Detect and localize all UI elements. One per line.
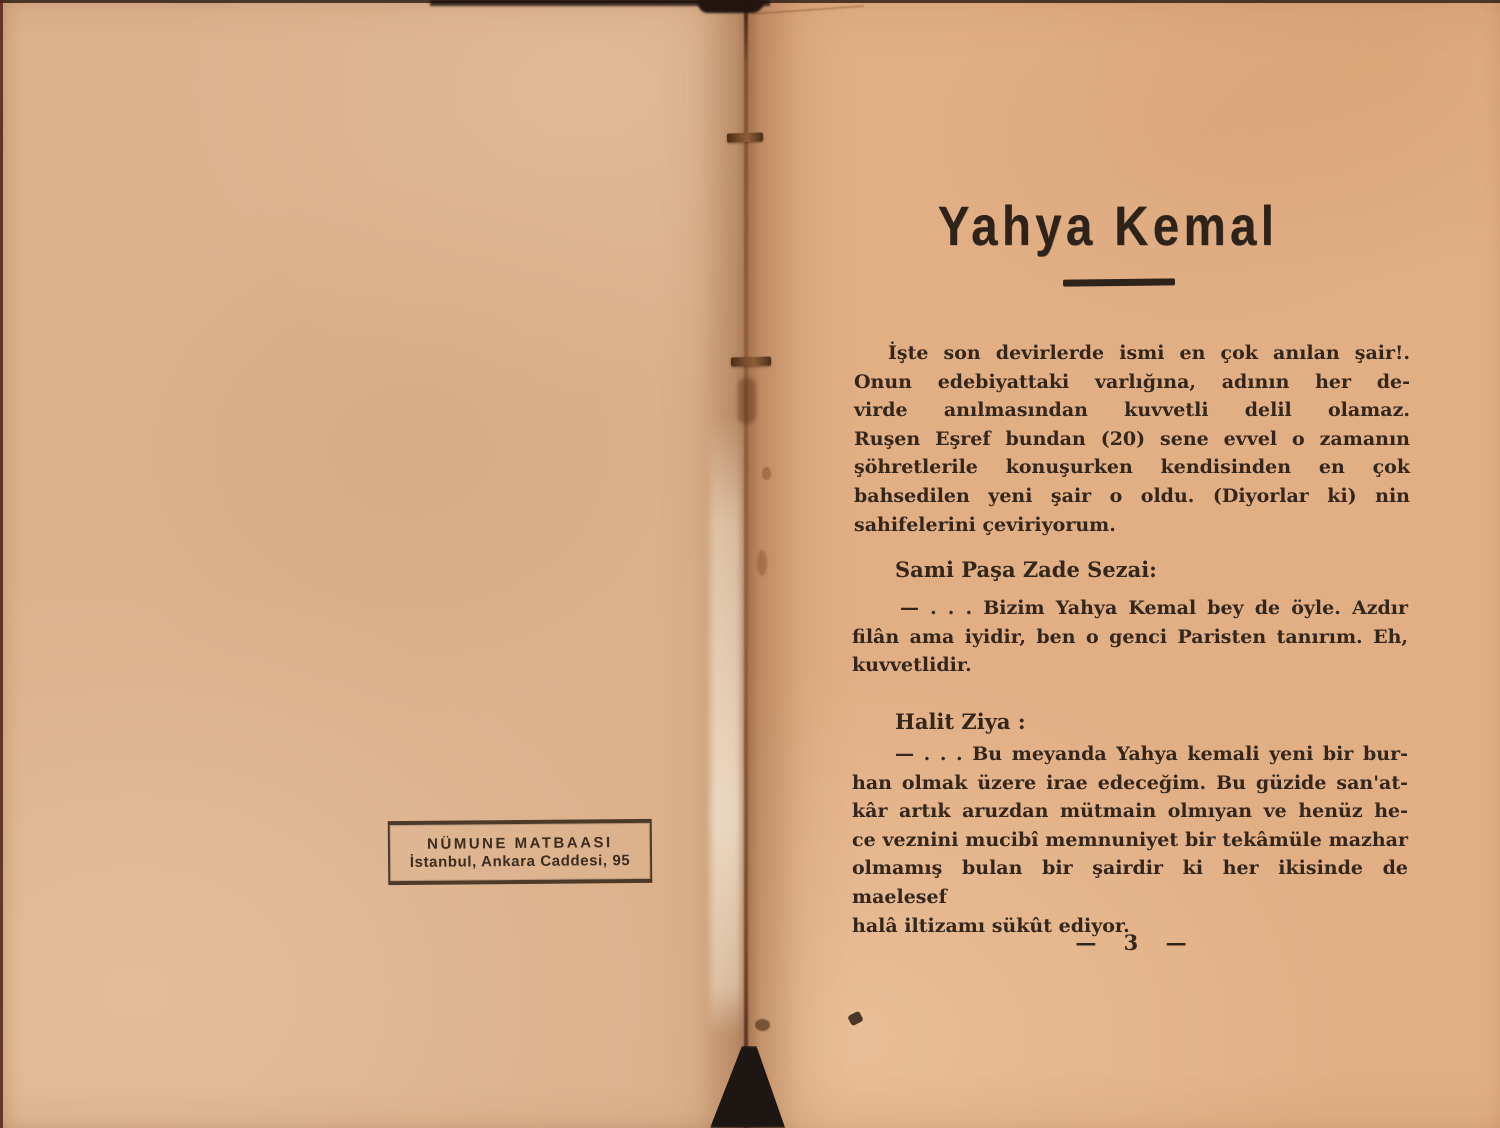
section-heading-ziya: Halit Ziya : <box>895 709 1026 734</box>
text-line: kuvvetlidir. <box>852 654 972 677</box>
text-line: han olmak üzere irae edeceğim. Bu güzide san'at- <box>852 771 1408 794</box>
text-line: Onun edebiyattaki varlığına, adının her de- <box>854 370 1410 393</box>
ink-speck <box>755 1019 770 1031</box>
text-line: İşte son devirlerde ismi en çok anılan şair!. <box>888 342 1410 364</box>
gutter-crease <box>744 0 748 1128</box>
text-line: olmamış bulan bir şairdir ki her ikisinde de maelesef <box>852 857 1408 908</box>
text-line: kâr artık aruzdan mütmain olmıyan ve henüz he- <box>852 800 1408 823</box>
text-line: halâ iltizamı sükût ediyor. <box>852 914 1130 937</box>
sezai-quote-paragraph <box>852 594 1408 680</box>
ziya-quote-paragraph <box>852 740 1408 940</box>
page-number: — 3 — <box>1075 930 1189 955</box>
binding-staple-top <box>727 132 763 142</box>
gutter-stain <box>738 378 756 424</box>
page-title: Yahya Kemal <box>937 194 1279 257</box>
gutter-worn-paper <box>710 415 742 1035</box>
title-rule <box>1063 278 1175 286</box>
text-line: — . . . Bizim Yahya Kemal bey de öyle. Azdır <box>900 597 1408 619</box>
printer-stamp <box>388 819 653 885</box>
text-line: — . . . Bu meyanda Yahya kemali yeni bir bur- <box>895 743 1408 765</box>
right-page <box>748 0 1500 1128</box>
text-line: sahifelerini çeviriyorum. <box>854 513 1116 536</box>
ink-speck <box>762 467 771 480</box>
stamp-printer-address: İstanbul, Ankara Caddesi, 95 <box>409 851 631 871</box>
text-line: bahsedilen yeni şair o oldu. (Diyorlar ki) nin <box>854 484 1410 507</box>
text-line: filân ama iyidir, ben o genci Paristen tanırım. Eh, <box>852 625 1408 648</box>
left-page <box>0 0 748 1128</box>
text-line: şöhretlerile konuşurken kendisinden en çok <box>854 456 1410 479</box>
text-line: Ruşen Eşref bundan (20) sene evvel o zamanın <box>854 427 1410 450</box>
ink-speck <box>757 550 767 576</box>
text-line: ce veznini mucibî memnuniyet bir tekâmüle mazhar <box>852 828 1408 851</box>
scan-left-edge <box>0 0 3 1128</box>
scan-top-edge-blob <box>698 0 764 13</box>
intro-paragraph <box>854 339 1410 539</box>
stamp-printer-name: NÜMUNE MATBAASI <box>427 833 613 853</box>
section-heading-sezai: Sami Paşa Zade Sezai: <box>895 557 1157 582</box>
text-line: virde anılmasından kuvvetli delil olamaz. <box>854 399 1410 422</box>
binding-staple-bottom <box>731 357 771 367</box>
